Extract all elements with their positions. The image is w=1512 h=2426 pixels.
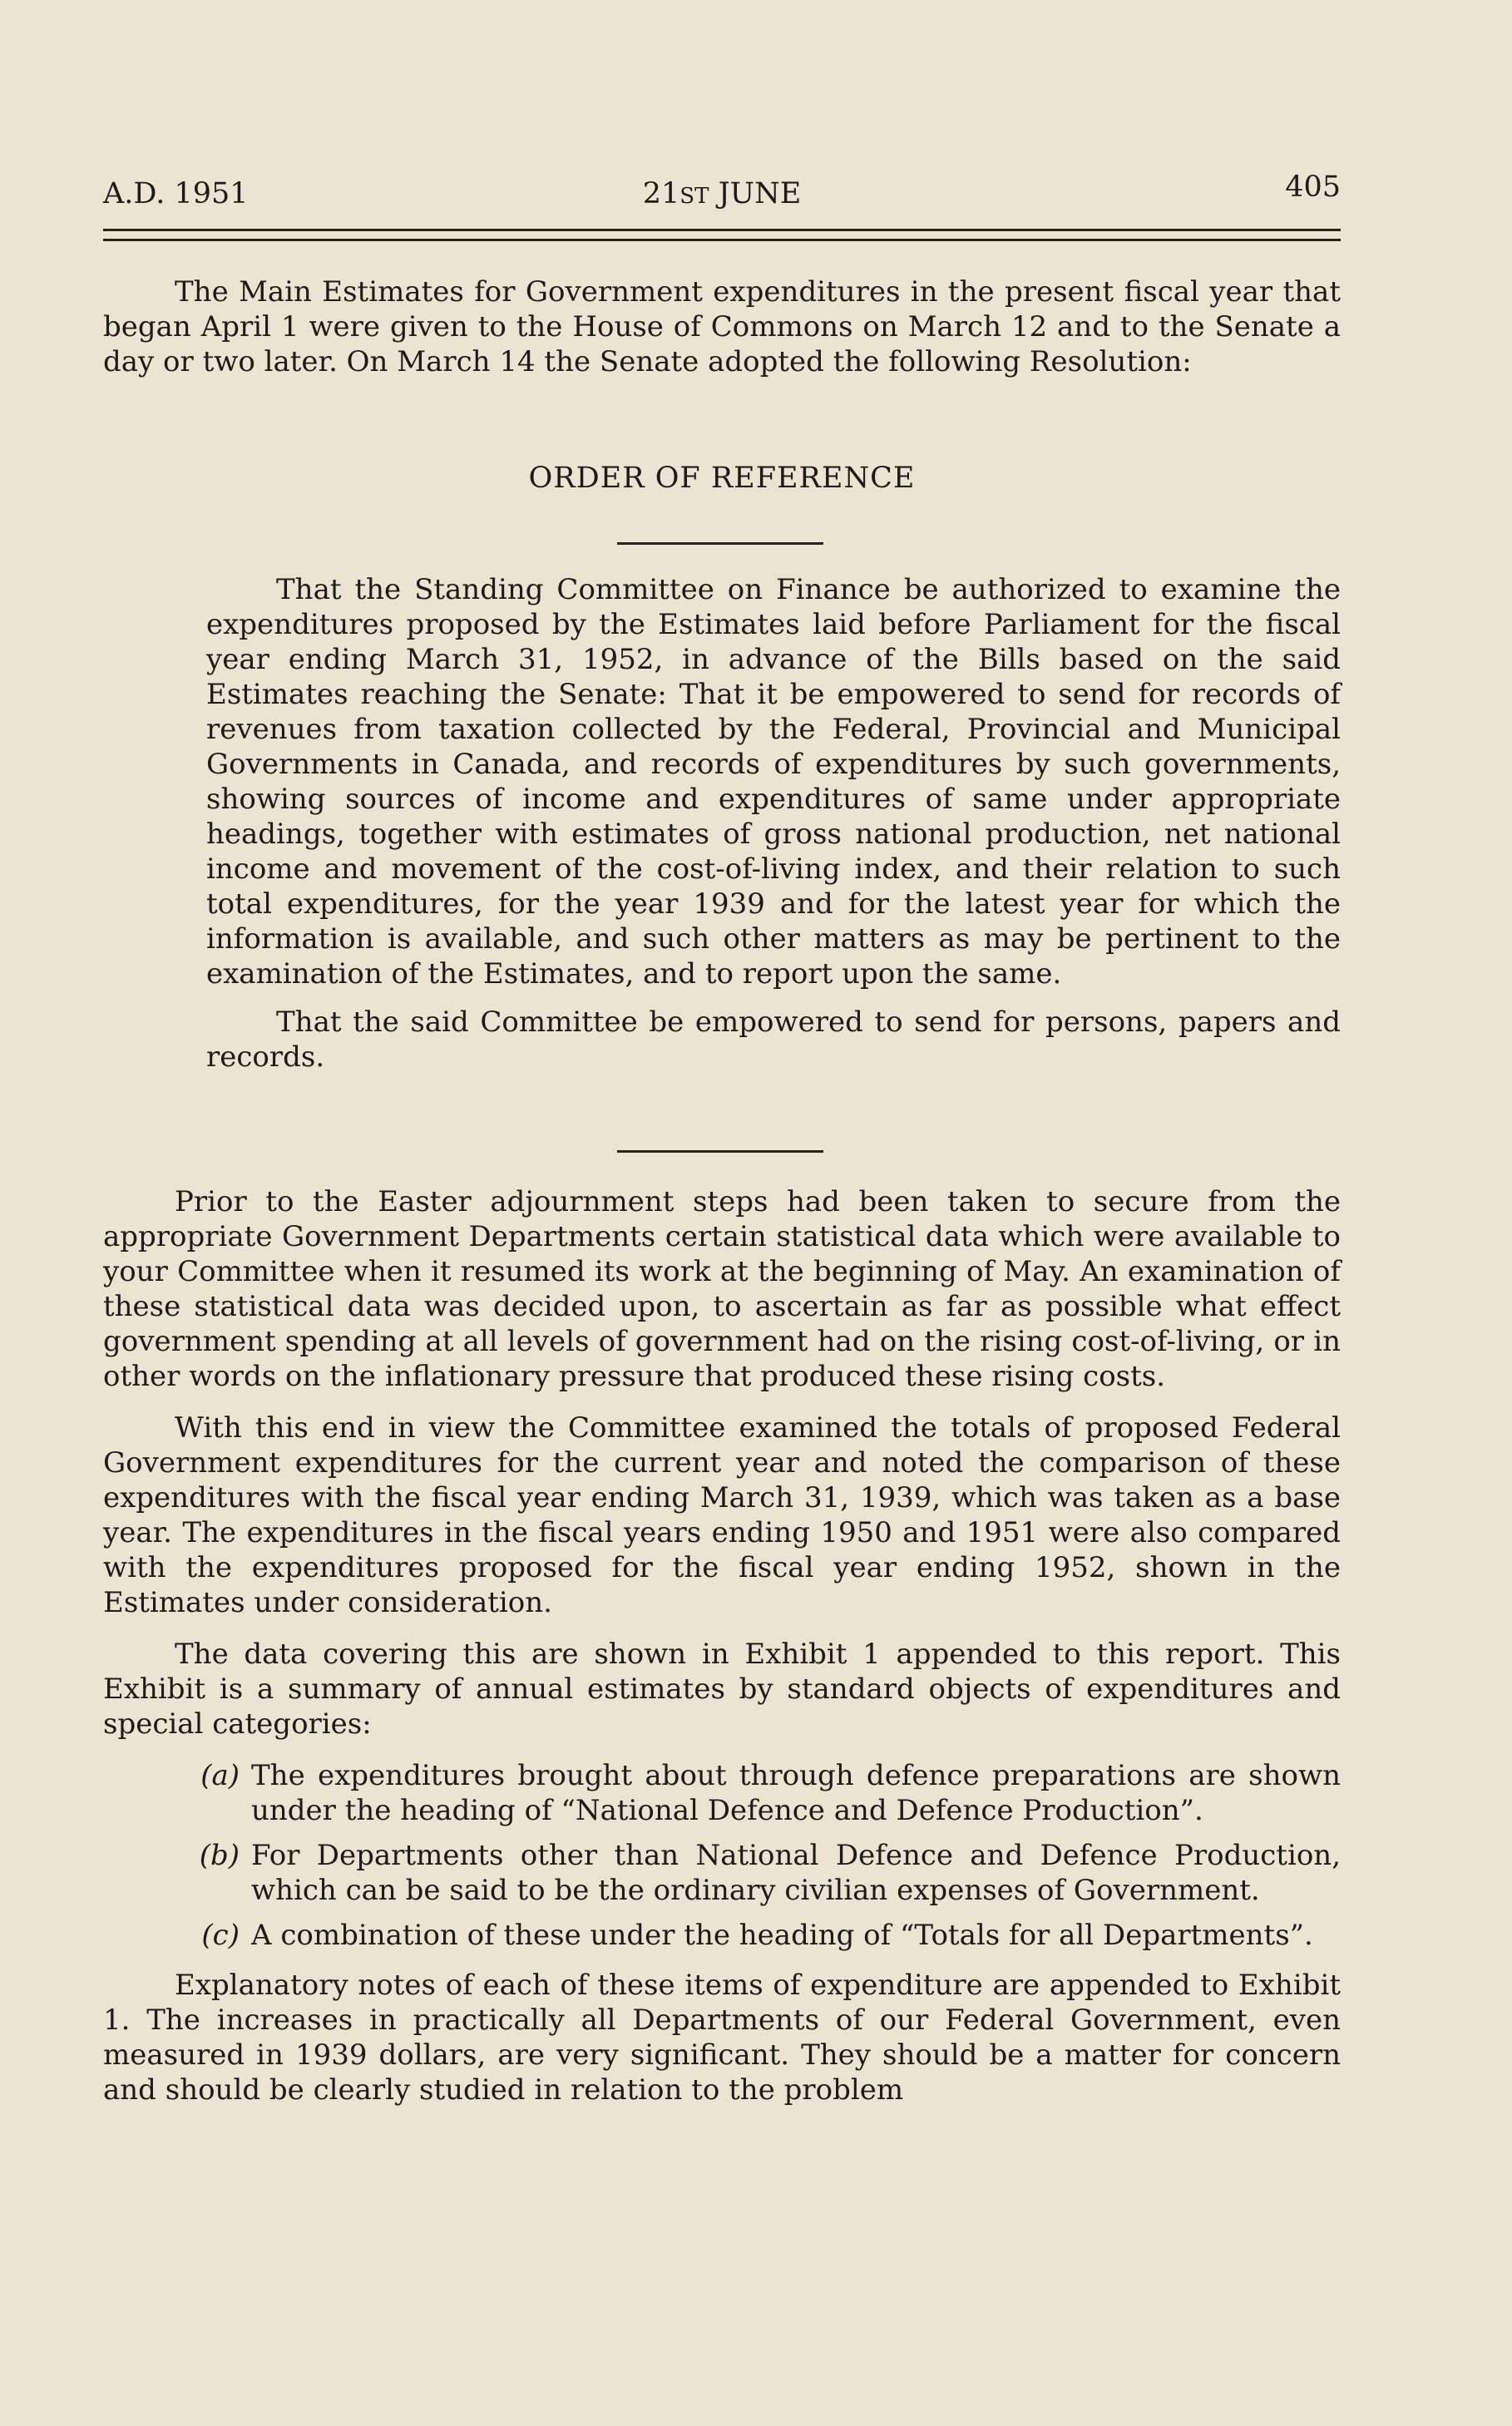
categories-list: [103, 1758, 1341, 1953]
running-header: [103, 170, 1341, 220]
order-of-reference-heading: ORDER OF REFERENCE: [528, 462, 916, 495]
list-text: The expenditures brought about through defence preparations are shown under the heading of “National Defence and Defence Production”.: [251, 1759, 1341, 1827]
intro-paragraph: The Main Estimates for Government expenditures in the present fiscal year that began April 1 were given to the House of Commons on March 12 and to the Senate a day or two later. On March 14 the Senate adopted the following Resolution:: [103, 275, 1341, 378]
body-paragraph: Prior to the Easter adjournment steps had been taken to secure from the appropriate Government Departments certain statistical data which were available to your Committee when it resumed its work at the beginning of May. An examination of these statistical data was decided upon, to ascertain as far as possible what effect government spending at all levels of government had on the rising cost-of-living, or in other words on the inflationary pressure that produced these rising costs.: [103, 1185, 1341, 1393]
body-paragraph: With this end in view the Committee examined the totals of proposed Federal Government expenditures for the current year and noted the comparison of these expenditures with the fiscal year ending March 31, 1939, which was taken as a base year. The expenditures in the fiscal years ending 1950 and 1951 were also compared with the expenditures proposed for the fiscal year ending 1952, shown in the Estimates under consideration.: [103, 1411, 1341, 1619]
heading-rule: [617, 542, 823, 545]
header-month: JUNE: [718, 177, 802, 210]
list-text: A combination of these under the heading of “Totals for all Departments”.: [251, 1919, 1313, 1952]
header-day-suffix: ST: [679, 184, 709, 209]
order-of-reference-text: [206, 572, 1341, 1088]
order-paragraph: That the Standing Committee on Finance be authorized to examine the expenditures proposed by the Estimates laid before Parliament for the fiscal year ending March 31, 1952, in advance of the Bills based on the said Estimates reaching the Senate: That it be empowered to send for records of revenues from taxation collected by the Federal, Provincial and Municipal Governments in Canada, and records of expenditures by such governments, showing sources of income and expenditures of same under appropriate headings, together with estimates of gross national production, net national income and movement of the cost-of-living index, and their relation to such total expenditures, for the year 1939 and for the latest year for which the information is available, and such other matters as may be pertinent to the examination of the Estimates, and to report upon the same.: [206, 573, 1341, 991]
list-item: [103, 1758, 1341, 1828]
header-day: 21: [642, 177, 680, 210]
list-label: (b): [199, 1839, 240, 1872]
order-paragraph: That the said Committee be empowered to send for persons, papers and records.: [206, 1005, 1341, 1074]
list-item: [103, 1838, 1341, 1908]
list-label: (a): [200, 1759, 240, 1792]
page-number: 405: [1285, 170, 1341, 204]
body-paragraph: The data covering this are shown in Exhibit 1 appended to this report. This Exhibit is a summary of annual estimates by standard objects of expenditures and special categories:: [103, 1638, 1341, 1741]
list-item: [103, 1918, 1341, 1953]
section-divider: [617, 1150, 823, 1153]
closing-paragraph: Explanatory notes of each of these items of expenditure are appended to Exhibit 1. The increases in practically all Departments of our Federal Government, even measured in 1939 dollars, are very significant. They should be a matter for concern and should be clearly studied in relation to the problem: [103, 1969, 1341, 2107]
report-body: [103, 1184, 1341, 2124]
intro-section: [103, 274, 1341, 396]
list-label: (c): [201, 1919, 240, 1952]
list-text: For Departments other than National Defence and Defence Production, which can be said to be the ordinary civilian expenses of Government.: [251, 1839, 1341, 1907]
header-year: A.D. 1951: [103, 177, 249, 210]
header-date: [103, 177, 1341, 210]
header-double-rule: [103, 229, 1341, 241]
